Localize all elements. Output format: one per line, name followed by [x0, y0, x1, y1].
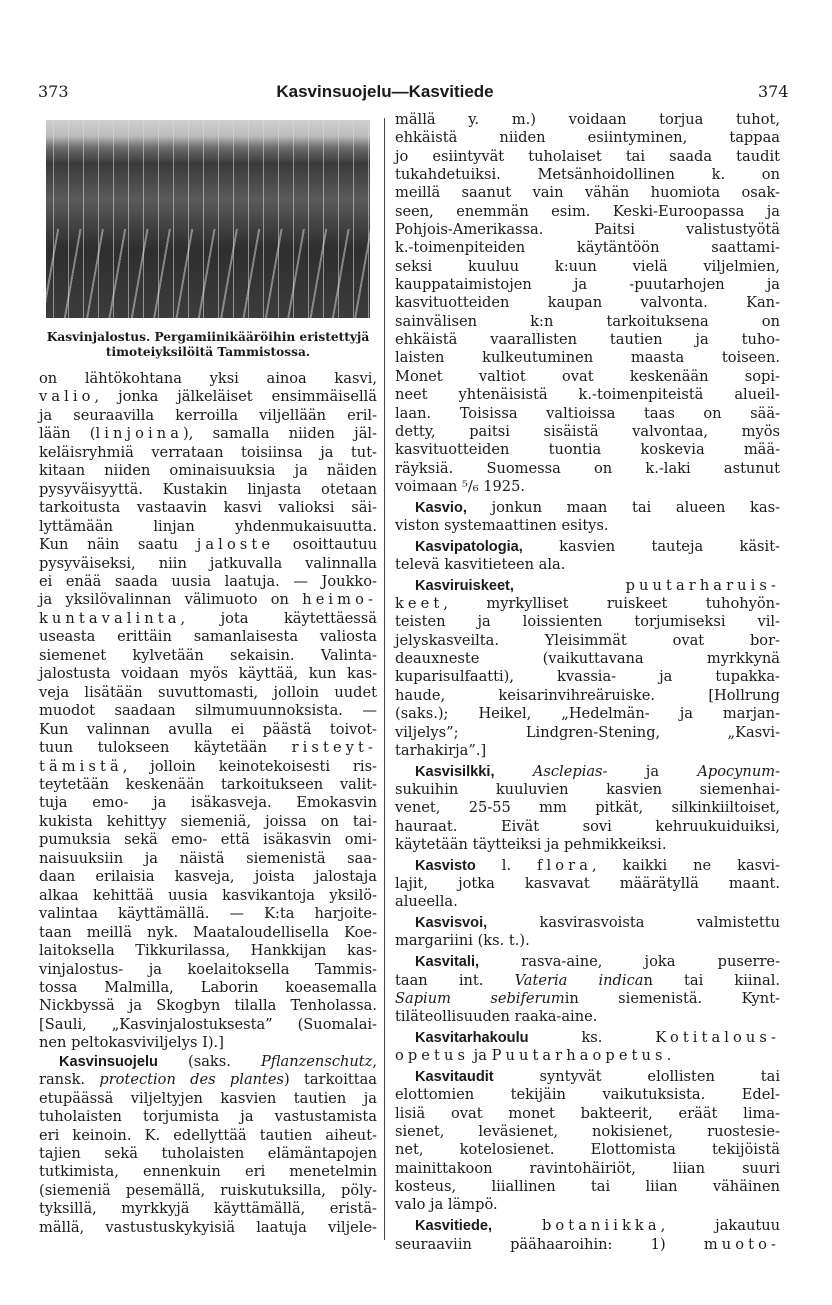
- text-run: ) tarkoittaa: [284, 1071, 377, 1089]
- text-run: voimaan ⁵/₆ 1925.: [395, 477, 526, 495]
- text-line: [395, 650, 780, 668]
- text-run: venet, 25-55 mm pitkät, silkinkiiltoiset,: [395, 799, 780, 817]
- text-line: [395, 441, 780, 459]
- text-run: tutkimista, ennenkuin eri menetelmin: [39, 1163, 377, 1181]
- text-line: [39, 1182, 377, 1200]
- text-run: pysyväisyyttä. Kustakin linjasta otetaan: [39, 480, 377, 498]
- text-line: [395, 1123, 780, 1141]
- article-paragraph: [395, 111, 780, 496]
- text-run: k.-toimenpiteiden käytäntöön saattami-: [395, 239, 780, 257]
- text-run: jonkun maan tai alueen kas-: [466, 498, 780, 516]
- text-line: [395, 538, 780, 556]
- entry-headword: Kasvisto: [415, 857, 476, 874]
- text-run: mainittakoon ravintohäiriöt, liian suuri: [395, 1159, 780, 1177]
- text-run: teisten ja loissienten torjumiseksi vil-: [395, 613, 780, 631]
- text-line: [395, 990, 780, 1008]
- text-run: kasvien tauteja käsit-: [522, 537, 780, 555]
- text-run: valo ja lämpö.: [395, 1196, 498, 1214]
- text-run: käytetään täytteiksi ja pehmikkeiksi.: [395, 835, 667, 853]
- text-line: [39, 665, 377, 683]
- text-line: [39, 407, 377, 425]
- running-head-text: Kasvinsuojelu—Kasvitiede: [276, 82, 494, 101]
- text-line: [39, 1053, 377, 1071]
- text-run: [495, 763, 533, 780]
- text-line: [395, 331, 780, 349]
- text-run: Monet valtiot ovat keskenään sopi-: [395, 367, 780, 385]
- text-run: haude, keisarinvihreäruiske. [Hollrung: [395, 686, 780, 704]
- entry-headword: Kasvipatologia,: [415, 538, 523, 555]
- text-line: [395, 517, 780, 535]
- text-run: kauppataimistojen ja -puutarhojen ja: [395, 276, 780, 294]
- text-run: daan erilaisia kasveja, joista jalostaja: [39, 868, 377, 886]
- text-line: [39, 887, 377, 905]
- text-line: [395, 221, 780, 239]
- text-run: jelyskasveilta. Yleisimmät ovat bor-: [395, 631, 780, 649]
- text-line: [39, 388, 377, 406]
- text-line: [39, 536, 377, 554]
- entry-headword: Kasvisilkki,: [415, 763, 495, 780]
- text-line: [395, 742, 780, 760]
- spaced-term: opetus: [395, 1047, 470, 1065]
- entry-headword: Kasvitiede,: [415, 1218, 493, 1235]
- text-run: elottomien tekijäin vaikutuksista. Edel-: [395, 1086, 780, 1104]
- dictionary-entry: [395, 857, 780, 912]
- text-run: hauraat. Eivät sovi kehruukuiduiksi,: [395, 817, 780, 835]
- text-run: televä kasvitieteen ala.: [395, 556, 566, 574]
- dictionary-entry: [395, 1029, 780, 1066]
- text-run: , jolloin keinotekoisesti ris-: [122, 757, 377, 775]
- text-line: [39, 610, 377, 628]
- column-right: [395, 111, 780, 1254]
- text-line: [395, 129, 780, 147]
- text-line: [395, 556, 780, 574]
- text-run: neet yhtenäisistä k.-toimenpiteistä alueil-: [395, 386, 780, 404]
- text-run: laisten kulkeutuminen maasta toiseen.: [395, 349, 780, 367]
- text-run: vinjalostus- ja koelaitoksella Tammis-: [39, 960, 377, 978]
- text-line: [395, 914, 780, 932]
- spaced-term: risteyt-: [291, 739, 377, 757]
- text-run: tossa Malmilla, Laborin koeasemalla: [39, 978, 377, 996]
- spaced-term: heimo-: [302, 591, 377, 609]
- text-run: detty, paitsi sisäistä valvontaa, myös: [395, 422, 780, 440]
- text-line: [395, 1141, 780, 1159]
- text-line: [395, 1236, 780, 1254]
- text-line: [395, 893, 780, 911]
- text-line: [39, 831, 377, 849]
- spaced-term: puutarharuis-: [625, 576, 780, 594]
- text-run: ransk.: [39, 1071, 100, 1089]
- text-run: alkaa kehittää uusia kasvikantoja yksilö-: [39, 886, 377, 904]
- italic-term: Pflanzenschutz: [260, 1052, 373, 1070]
- text-line: [395, 799, 780, 817]
- text-line: [395, 111, 780, 129]
- text-line: [395, 632, 780, 650]
- entry-headword: Kasvitarhakoulu: [415, 1029, 529, 1046]
- text-run: lisiä ovat monet bakteerit, eräät lima-: [395, 1104, 780, 1122]
- text-run: naisuuksiin ja näistä siemenistä saa-: [39, 849, 377, 867]
- text-run: tuja emo- ja isäkasveja. Emokasvin: [39, 794, 377, 812]
- text-run: meillä saanut vain vähän huomiota osak-: [395, 184, 780, 202]
- dictionary-entry: [395, 763, 780, 855]
- text-run: alueella.: [395, 893, 458, 911]
- text-run: laan. Toisissa valtioissa taas on sää-: [395, 404, 780, 422]
- text-run: muodot saadaan silmumuunnoksista. —: [39, 702, 377, 720]
- text-run: .: [666, 1047, 672, 1065]
- text-run: n tai kiinal.: [643, 971, 781, 989]
- column-left: [39, 370, 377, 1237]
- text-run: kasvituotteiden kaupan valvonta. Kan-: [395, 294, 780, 312]
- text-line: [395, 763, 780, 781]
- text-run: tiläteollisuuden raaka-aine.: [395, 1008, 598, 1026]
- column-divider: [384, 118, 385, 1240]
- text-run: veja lisätään suvuttomasti, jolloin uudet: [39, 683, 377, 701]
- text-line: [39, 370, 377, 388]
- text-run: useasta erittäin samanlaisesta valiosta: [39, 628, 377, 646]
- text-line: [395, 405, 780, 423]
- text-line: [395, 1008, 780, 1026]
- text-line: [39, 1071, 377, 1089]
- text-run: taan int.: [395, 971, 515, 989]
- text-line: [39, 684, 377, 702]
- text-run: [514, 577, 626, 594]
- text-run: l.: [475, 856, 538, 874]
- text-line: [395, 857, 780, 875]
- text-run: , myrkylliset ruiskeet tuhohyön-: [443, 595, 780, 613]
- text-line: [39, 1163, 377, 1181]
- text-line: [39, 591, 377, 609]
- text-run: lään (: [39, 425, 96, 443]
- text-line: [39, 905, 377, 923]
- text-line: [395, 1217, 780, 1235]
- text-line: [395, 932, 780, 950]
- text-run: pysyväiseksi, niin jatkuvalla valinnalla: [39, 554, 377, 572]
- text-line: [395, 836, 780, 854]
- text-line: [395, 478, 780, 496]
- text-run: räyksiä. Suomessa on k.-laki astunut: [395, 459, 780, 477]
- text-run: tyksillä, myrkkyjä käyttämällä, eristä-: [39, 1200, 377, 1218]
- italic-term: Asclepias-: [532, 762, 608, 780]
- text-line: [39, 462, 377, 480]
- text-run: taan meillä nyk. Maataloudellisella Koe-: [39, 923, 377, 941]
- text-run: , jakautuu: [660, 1217, 781, 1235]
- spaced-term: jaloste: [196, 536, 275, 554]
- entry-headword: Kasvinsuojelu: [59, 1053, 158, 1070]
- text-line: [395, 1105, 780, 1123]
- text-line: [395, 1068, 780, 1086]
- entry-headword: Kasvitali,: [415, 954, 480, 971]
- text-run: Kun valinnan avulla ei päästä toivot-: [39, 720, 377, 738]
- text-line: [395, 577, 780, 595]
- text-line: [39, 997, 377, 1015]
- text-line: [395, 875, 780, 893]
- text-run: net, kotelosienet. Elottomista tekijöistä: [395, 1141, 780, 1159]
- spaced-term: muoto-: [703, 1235, 780, 1253]
- text-line: [395, 705, 780, 723]
- text-run: tuun tulokseen käytetään: [39, 739, 292, 757]
- text-line: [39, 942, 377, 960]
- text-line: [39, 758, 377, 776]
- text-line: [395, 203, 780, 221]
- text-line: [395, 460, 780, 478]
- entry-headword: Kasvitaudit: [415, 1069, 494, 1086]
- text-run: ja seuraavilla kerroilla viljellään eril-: [39, 406, 377, 424]
- text-run: lajit, jotka kasvavat määrätyllä maant.: [395, 875, 780, 893]
- text-line: [395, 1086, 780, 1104]
- text-line: [39, 961, 377, 979]
- text-line: [39, 1034, 377, 1052]
- text-line: [395, 239, 780, 257]
- text-line: [395, 818, 780, 836]
- text-line: [395, 276, 780, 294]
- dictionary-entry: [395, 1068, 780, 1215]
- text-line: [395, 423, 780, 441]
- entry-headword: Kasvio,: [415, 499, 467, 516]
- text-run: pumuksia sekä emo- että isäkasvin omi-: [39, 831, 377, 849]
- text-line: [395, 386, 780, 404]
- text-run: ja: [469, 1047, 492, 1065]
- text-line: [39, 813, 377, 831]
- text-run: kasvituotteiden tuontia koskevia mää-: [395, 441, 780, 459]
- page-number-right: 374: [758, 82, 789, 101]
- dictionary-entry: [395, 914, 780, 951]
- text-line: [39, 1108, 377, 1126]
- text-line: [395, 1160, 780, 1178]
- text-line: [39, 721, 377, 739]
- text-run: tukahdetuiksi. Metsänhoidollinen k. on: [395, 166, 780, 184]
- text-line: [395, 953, 780, 971]
- dictionary-entry: [395, 953, 780, 1026]
- text-run: viljelys”; Lindgren-Stening, „Kasvi-: [395, 723, 780, 741]
- text-run: Kun näin saatu: [39, 536, 197, 554]
- text-line: [395, 972, 780, 990]
- caption-line: Kasvinjalostus. Pergamiinikääröihin eristettyjä: [46, 330, 370, 344]
- spaced-term: flora: [537, 856, 593, 874]
- caption-line: timoteiyksilöitä Tammistossa.: [105, 344, 311, 359]
- spaced-term: valio: [39, 388, 95, 406]
- text-run: ehkäistä niiden esiintyminen, tappaa: [395, 129, 780, 147]
- figure-caption: [40, 330, 376, 359]
- italic-term: Apocynum-: [697, 762, 780, 780]
- italic-term: Vateria indica: [514, 971, 644, 989]
- text-run: [Sauli, „Kasvinjalostuksesta” (Suomalai-: [39, 1015, 377, 1033]
- text-run: tuholaisten torjumista ja vastustamista: [39, 1108, 377, 1126]
- dictionary-entry: [395, 538, 780, 575]
- text-run: teytetään keskenään tarkoitukseen valit-: [39, 775, 377, 793]
- spaced-term: Puutarhaopetus: [491, 1047, 667, 1065]
- text-run: seksi kuuluu k:uun vielä viljelmien,: [395, 257, 780, 275]
- dictionary-entry: [39, 1053, 377, 1238]
- text-line: [39, 425, 377, 443]
- text-run: jo esiintyvät tuholaiset tai saada taudit: [395, 147, 780, 165]
- text-line: [39, 1145, 377, 1163]
- text-line: [39, 794, 377, 812]
- text-line: [39, 739, 377, 757]
- text-line: [395, 668, 780, 686]
- text-line: [395, 184, 780, 202]
- text-line: [39, 979, 377, 997]
- text-line: [39, 499, 377, 517]
- figure-photo-field: [46, 120, 370, 318]
- text-run: syntyvät elollisten tai: [493, 1068, 780, 1086]
- text-line: [395, 148, 780, 166]
- text-line: [395, 613, 780, 631]
- text-run: ehkäistä vaarallisten tautien ja tuho-: [395, 331, 780, 349]
- text-line: [39, 776, 377, 794]
- text-run: tarkoitusta vastaavin kasvi valioksi säi-: [39, 499, 377, 517]
- text-run: nen peltokasviviljelys I).]: [39, 1034, 224, 1052]
- text-line: [39, 1016, 377, 1034]
- running-head: [0, 82, 832, 102]
- text-run: ,: [372, 1052, 377, 1070]
- text-line: [395, 595, 780, 613]
- text-run: , kaikki ne kasvi-: [592, 856, 780, 874]
- text-run: jalostusta voidaan myös käyttää, kun kas-: [39, 665, 377, 683]
- text-line: [395, 294, 780, 312]
- entry-headword: Kasvisvoi,: [415, 915, 488, 932]
- text-run: margariini (ks. t.).: [395, 932, 530, 950]
- text-line: [39, 850, 377, 868]
- text-line: [39, 518, 377, 536]
- text-run: deauxneste (vaikuttavana myrkkynä: [395, 650, 780, 668]
- text-run: , jonka jälkeläiset ensimmäisellä: [94, 388, 377, 406]
- article-paragraph: [39, 370, 377, 1053]
- text-run: osoittautuu: [274, 536, 377, 554]
- dictionary-entry: [395, 1217, 780, 1254]
- spaced-term: keet: [395, 595, 444, 613]
- text-run: (siemeniä pesemällä, ruiskutuksilla, pöly-: [39, 1181, 377, 1199]
- spaced-term: tämistä: [39, 757, 123, 775]
- spaced-term: Kotitalous-: [655, 1028, 780, 1046]
- text-run: lyttämään linjan yhdenmukaisuutta.: [39, 517, 377, 535]
- text-run: , jota käytettäessä: [180, 609, 377, 627]
- text-line: [395, 499, 780, 517]
- text-run: (saks.: [157, 1052, 261, 1070]
- text-run: kosteus, liiallinen tai liian vähäinen: [395, 1178, 780, 1196]
- text-run: ks.: [528, 1028, 656, 1046]
- text-line: [39, 573, 377, 591]
- text-run: ja: [607, 762, 698, 780]
- text-run: kasvirasvoista valmistettu: [487, 914, 780, 932]
- text-line: [395, 349, 780, 367]
- text-line: [39, 924, 377, 942]
- text-run: keläisryhmiä verrataan toisiinsa ja tut-: [39, 443, 377, 461]
- text-run: in siemenistä. Kynt-: [564, 989, 780, 1007]
- spaced-term: botaniikka: [541, 1217, 661, 1235]
- text-line: [39, 647, 377, 665]
- text-line: [39, 444, 377, 462]
- text-line: [395, 368, 780, 386]
- text-line: [395, 1047, 780, 1065]
- text-line: [395, 258, 780, 276]
- text-run: kuparisulfaatti), kvassia- ja tupakka-: [395, 668, 780, 686]
- text-line: [39, 1219, 377, 1237]
- spaced-term: linjoina: [95, 425, 184, 443]
- text-line: [395, 724, 780, 742]
- text-run: sukuihin kuuluvien kasvien siemenhai-: [395, 780, 780, 798]
- text-line: [39, 481, 377, 499]
- text-line: [39, 1090, 377, 1108]
- entry-headword: Kasviruiskeet,: [415, 577, 514, 594]
- text-run: rasva-aine, joka puserre-: [479, 953, 780, 971]
- dictionary-entry: [395, 577, 780, 760]
- text-run: mällä y. m.) voidaan torjua tuhot,: [395, 111, 780, 128]
- text-run: on lähtökohtana yksi ainoa kasvi,: [39, 370, 377, 387]
- text-line: [395, 313, 780, 331]
- text-run: laitoksella Tikkurilassa, Hankkijan kas-: [39, 942, 377, 960]
- text-run: sienet, leväsienet, nokisienet, ruostesie-: [395, 1123, 780, 1141]
- text-run: kukista kehittyy siemeniä, joissa on tai-: [39, 812, 377, 830]
- text-line: [395, 781, 780, 799]
- italic-term: protection des plantes: [99, 1071, 285, 1089]
- text-run: ei enää saada uusia laatuja. — Joukko-: [39, 572, 377, 590]
- text-line: [39, 628, 377, 646]
- text-line: [39, 702, 377, 720]
- text-line: [395, 1029, 780, 1047]
- text-line: [395, 1196, 780, 1214]
- text-line: [39, 1200, 377, 1218]
- text-run: kitaan niiden ominaisuuksia ja näiden: [39, 462, 377, 480]
- text-run: eri keinoin. K. edellyttää tautien aiheut-: [39, 1126, 377, 1144]
- italic-term: Sapium sebiferum: [395, 989, 565, 1007]
- text-line: [395, 687, 780, 705]
- text-run: siemenet kylvetään sekaisin. Valinta-: [39, 646, 377, 664]
- text-run: tarhakirja”.]: [395, 741, 487, 759]
- text-run: viston systemaattinen esitys.: [395, 516, 609, 534]
- text-run: etupäässä viljeltyjen kasvien tautien ja: [39, 1089, 377, 1107]
- text-run: ja yksilövalinnan välimuoto on: [39, 591, 303, 609]
- text-line: [395, 1178, 780, 1196]
- text-run: ), samalla niiden jäl-: [183, 425, 377, 443]
- text-line: [39, 555, 377, 573]
- text-run: sainvälisen k:n tarkoituksena on: [395, 312, 780, 330]
- spaced-term: kuntavalinta: [39, 609, 181, 627]
- text-run: valintaa käyttämällä. — K:ta harjoite-: [39, 905, 377, 923]
- text-run: seuraaviin päähaaroihin: 1): [395, 1235, 704, 1253]
- page-number-left: 373: [38, 82, 69, 101]
- dictionary-entry: [395, 499, 780, 536]
- text-run: tajien sekä tuholaisten elämäntapojen: [39, 1145, 377, 1163]
- text-run: seen, enemmän esim. Keski-Euroopassa ja: [395, 202, 780, 220]
- text-run: Pohjois-Amerikassa. Paitsi valistustyötä: [395, 221, 780, 239]
- text-run: (saks.); Heikel, „Hedelmän- ja marjan-: [395, 705, 780, 723]
- text-line: [39, 868, 377, 886]
- text-line: [395, 166, 780, 184]
- text-line: [39, 1127, 377, 1145]
- text-run: Nickbyssä ja Skogbyn tilalla Tenholassa.: [39, 997, 377, 1015]
- text-run: [492, 1217, 542, 1234]
- text-run: mällä, vastustuskykyisiä laatuja viljele-: [39, 1218, 377, 1236]
